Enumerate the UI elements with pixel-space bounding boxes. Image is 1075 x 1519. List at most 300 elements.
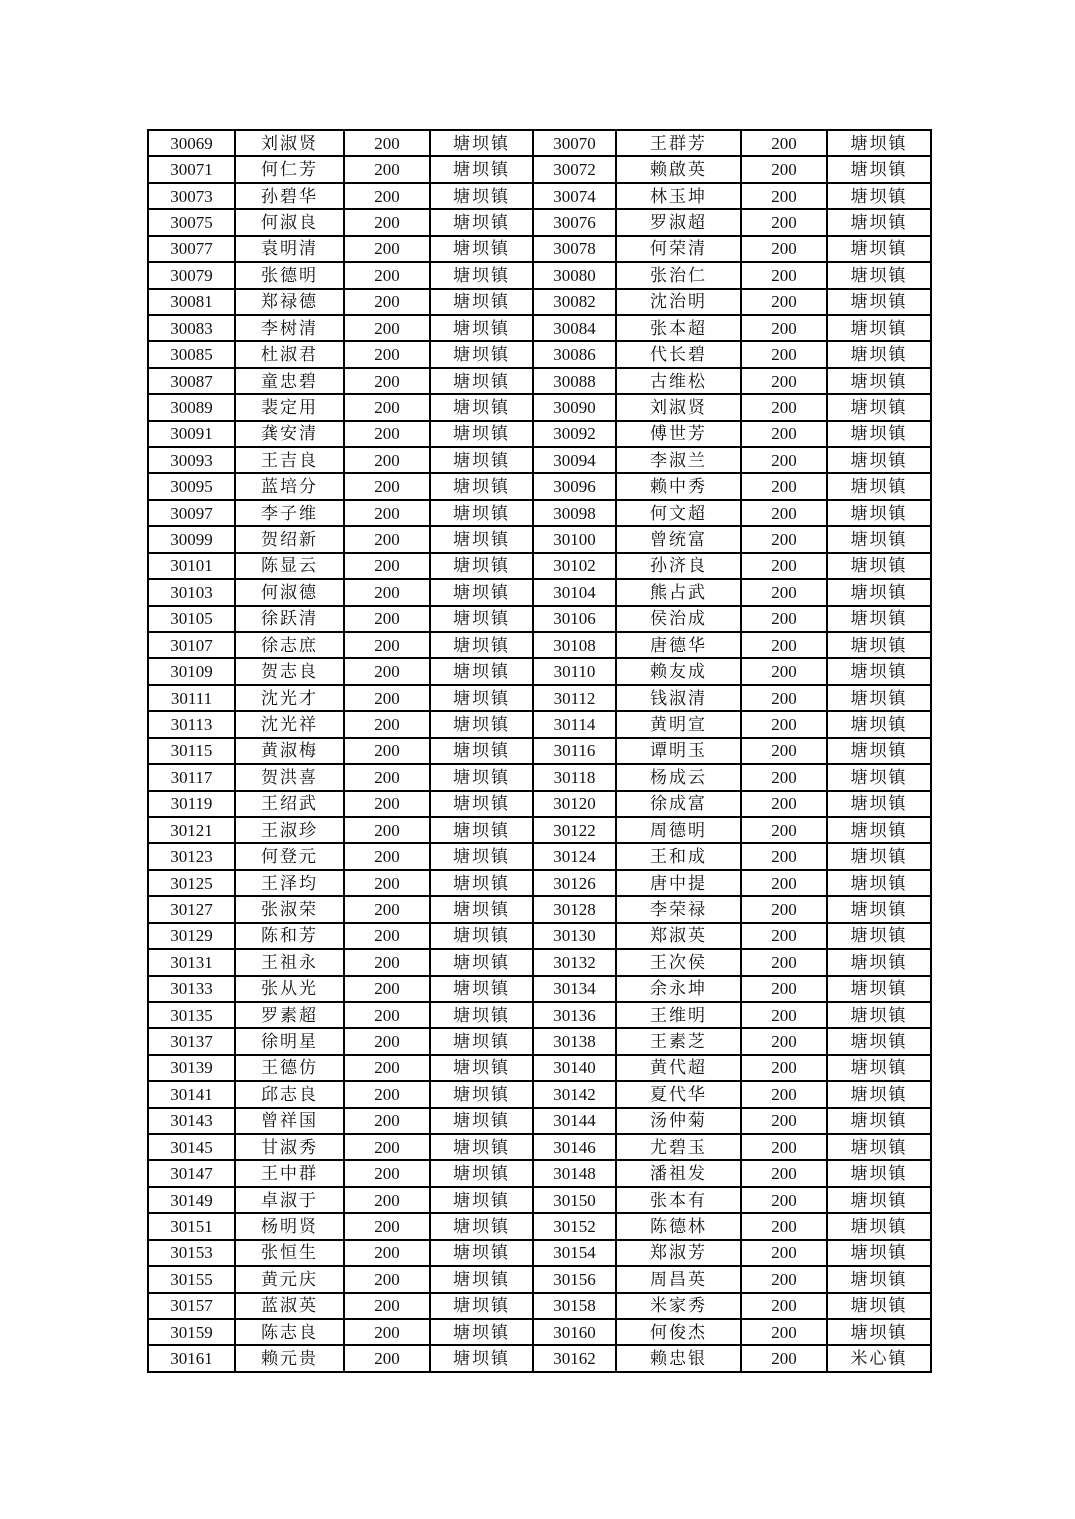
table-row	[148, 764, 931, 790]
member-name-cell: 潘祖发	[616, 1160, 741, 1186]
member-name-cell: 米家秀	[616, 1293, 741, 1319]
town-cell: 塘坝镇	[430, 817, 533, 843]
table-row	[148, 1002, 931, 1028]
town-cell: 塘坝镇	[827, 1319, 931, 1345]
member-name-cell: 何淑良	[235, 209, 344, 235]
member-id-cell: 30095	[148, 473, 235, 499]
amount-cell: 200	[344, 685, 430, 711]
member-name-cell: 郑淑英	[616, 923, 741, 949]
member-name-cell: 裴定用	[235, 394, 344, 420]
town-cell: 塘坝镇	[827, 183, 931, 209]
member-id-cell: 30091	[148, 421, 235, 447]
amount-cell: 200	[344, 579, 430, 605]
town-cell: 塘坝镇	[430, 711, 533, 737]
table-row	[148, 289, 931, 315]
table-row	[148, 923, 931, 949]
amount-cell: 200	[344, 1081, 430, 1107]
town-cell: 塘坝镇	[827, 1028, 931, 1054]
amount-cell: 200	[741, 843, 827, 869]
amount-cell: 200	[344, 1002, 430, 1028]
member-id-cell: 30149	[148, 1187, 235, 1213]
town-cell: 塘坝镇	[827, 685, 931, 711]
town-cell: 塘坝镇	[430, 1028, 533, 1054]
member-id-cell: 30158	[533, 1293, 616, 1319]
amount-cell: 200	[741, 341, 827, 367]
member-name-cell: 唐中提	[616, 870, 741, 896]
member-name-cell: 甘淑秀	[235, 1134, 344, 1160]
town-cell: 塘坝镇	[430, 738, 533, 764]
amount-cell: 200	[344, 1134, 430, 1160]
member-name-cell: 孙碧华	[235, 183, 344, 209]
member-id-cell: 30069	[148, 130, 235, 156]
amount-cell: 200	[741, 764, 827, 790]
town-cell: 塘坝镇	[827, 843, 931, 869]
member-id-cell: 30089	[148, 394, 235, 420]
roster-body	[148, 130, 931, 1372]
member-id-cell: 30135	[148, 1002, 235, 1028]
amount-cell: 200	[741, 579, 827, 605]
amount-cell: 200	[344, 1319, 430, 1345]
table-row	[148, 1160, 931, 1186]
member-name-cell: 夏代华	[616, 1081, 741, 1107]
amount-cell: 200	[741, 209, 827, 235]
amount-cell: 200	[344, 870, 430, 896]
member-id-cell: 30152	[533, 1213, 616, 1239]
member-name-cell: 蓝培分	[235, 473, 344, 499]
member-name-cell: 张恒生	[235, 1240, 344, 1266]
member-name-cell: 曾祥国	[235, 1108, 344, 1134]
member-id-cell: 30146	[533, 1134, 616, 1160]
table-row	[148, 421, 931, 447]
amount-cell: 200	[741, 896, 827, 922]
town-cell: 塘坝镇	[430, 923, 533, 949]
amount-cell: 200	[344, 1293, 430, 1319]
amount-cell: 200	[741, 1240, 827, 1266]
town-cell: 塘坝镇	[827, 606, 931, 632]
table-row	[148, 1081, 931, 1107]
member-name-cell: 贺志良	[235, 658, 344, 684]
amount-cell: 200	[741, 368, 827, 394]
amount-cell: 200	[344, 1187, 430, 1213]
member-name-cell: 王绍武	[235, 791, 344, 817]
town-cell: 塘坝镇	[827, 394, 931, 420]
member-id-cell: 30072	[533, 156, 616, 182]
town-cell: 塘坝镇	[827, 1002, 931, 1028]
amount-cell: 200	[741, 923, 827, 949]
table-row	[148, 711, 931, 737]
member-name-cell: 陈德林	[616, 1213, 741, 1239]
member-id-cell: 30115	[148, 738, 235, 764]
town-cell: 塘坝镇	[827, 632, 931, 658]
amount-cell: 200	[344, 606, 430, 632]
amount-cell: 200	[344, 394, 430, 420]
member-id-cell: 30142	[533, 1081, 616, 1107]
member-id-cell: 30141	[148, 1081, 235, 1107]
town-cell: 塘坝镇	[827, 1134, 931, 1160]
amount-cell: 200	[741, 685, 827, 711]
amount-cell: 200	[741, 526, 827, 552]
amount-cell: 200	[741, 262, 827, 288]
table-row	[148, 209, 931, 235]
member-name-cell: 罗素超	[235, 1002, 344, 1028]
town-cell: 塘坝镇	[827, 526, 931, 552]
member-id-cell: 30148	[533, 1160, 616, 1186]
amount-cell: 200	[741, 1266, 827, 1292]
member-name-cell: 王淑珍	[235, 817, 344, 843]
town-cell: 塘坝镇	[827, 579, 931, 605]
table-row	[148, 394, 931, 420]
amount-cell: 200	[741, 632, 827, 658]
amount-cell: 200	[344, 896, 430, 922]
member-id-cell: 30081	[148, 289, 235, 315]
member-id-cell: 30105	[148, 606, 235, 632]
table-row	[148, 156, 931, 182]
table-row	[148, 473, 931, 499]
member-id-cell: 30079	[148, 262, 235, 288]
amount-cell: 200	[344, 711, 430, 737]
town-cell: 塘坝镇	[430, 289, 533, 315]
member-name-cell: 蓝淑英	[235, 1293, 344, 1319]
town-cell: 塘坝镇	[430, 526, 533, 552]
amount-cell: 200	[741, 315, 827, 341]
member-id-cell: 30121	[148, 817, 235, 843]
member-id-cell: 30076	[533, 209, 616, 235]
town-cell: 塘坝镇	[827, 1160, 931, 1186]
table-row	[148, 1055, 931, 1081]
town-cell: 塘坝镇	[430, 209, 533, 235]
town-cell: 塘坝镇	[827, 553, 931, 579]
town-cell: 塘坝镇	[430, 1187, 533, 1213]
town-cell: 塘坝镇	[430, 447, 533, 473]
member-name-cell: 孙济良	[616, 553, 741, 579]
table-row	[148, 896, 931, 922]
member-id-cell: 30139	[148, 1055, 235, 1081]
table-row	[148, 368, 931, 394]
amount-cell: 200	[741, 606, 827, 632]
table-row	[148, 817, 931, 843]
member-id-cell: 30107	[148, 632, 235, 658]
town-cell: 塘坝镇	[827, 817, 931, 843]
amount-cell: 200	[344, 738, 430, 764]
member-id-cell: 30120	[533, 791, 616, 817]
member-name-cell: 卓淑于	[235, 1187, 344, 1213]
amount-cell: 200	[741, 156, 827, 182]
town-cell: 塘坝镇	[430, 262, 533, 288]
town-cell: 塘坝镇	[430, 896, 533, 922]
town-cell: 塘坝镇	[827, 764, 931, 790]
amount-cell: 200	[741, 817, 827, 843]
town-cell: 塘坝镇	[430, 632, 533, 658]
member-id-cell: 30114	[533, 711, 616, 737]
table-row	[148, 579, 931, 605]
town-cell: 塘坝镇	[827, 447, 931, 473]
town-cell: 塘坝镇	[430, 130, 533, 156]
town-cell: 塘坝镇	[430, 156, 533, 182]
amount-cell: 200	[344, 368, 430, 394]
town-cell: 塘坝镇	[827, 1081, 931, 1107]
member-name-cell: 侯治成	[616, 606, 741, 632]
member-name-cell: 杨明贤	[235, 1213, 344, 1239]
member-id-cell: 30153	[148, 1240, 235, 1266]
member-name-cell: 赖中秀	[616, 473, 741, 499]
table-row	[148, 130, 931, 156]
member-id-cell: 30117	[148, 764, 235, 790]
amount-cell: 200	[741, 1319, 827, 1345]
member-id-cell: 30155	[148, 1266, 235, 1292]
member-id-cell: 30156	[533, 1266, 616, 1292]
town-cell: 塘坝镇	[430, 870, 533, 896]
member-id-cell: 30112	[533, 685, 616, 711]
town-cell: 塘坝镇	[827, 711, 931, 737]
table-row	[148, 447, 931, 473]
amount-cell: 200	[741, 553, 827, 579]
town-cell: 塘坝镇	[827, 738, 931, 764]
amount-cell: 200	[344, 1055, 430, 1081]
member-name-cell: 徐跃清	[235, 606, 344, 632]
amount-cell: 200	[344, 500, 430, 526]
member-id-cell: 30128	[533, 896, 616, 922]
town-cell: 塘坝镇	[430, 579, 533, 605]
table-row	[148, 1293, 931, 1319]
amount-cell: 200	[741, 949, 827, 975]
amount-cell: 200	[741, 791, 827, 817]
town-cell: 塘坝镇	[430, 843, 533, 869]
town-cell: 塘坝镇	[430, 421, 533, 447]
town-cell: 塘坝镇	[827, 368, 931, 394]
amount-cell: 200	[741, 1002, 827, 1028]
amount-cell: 200	[741, 236, 827, 262]
member-id-cell: 30137	[148, 1028, 235, 1054]
table-row	[148, 262, 931, 288]
table-row	[148, 632, 931, 658]
table-row	[148, 500, 931, 526]
member-name-cell: 赖啟英	[616, 156, 741, 182]
town-cell: 塘坝镇	[827, 289, 931, 315]
amount-cell: 200	[741, 1081, 827, 1107]
member-id-cell: 30080	[533, 262, 616, 288]
member-id-cell: 30098	[533, 500, 616, 526]
table-row	[148, 1187, 931, 1213]
table-row	[148, 526, 931, 552]
member-name-cell: 周昌英	[616, 1266, 741, 1292]
member-id-cell: 30071	[148, 156, 235, 182]
member-name-cell: 何俊杰	[616, 1319, 741, 1345]
amount-cell: 200	[344, 1213, 430, 1239]
table-row	[148, 976, 931, 1002]
table-row	[148, 1108, 931, 1134]
member-id-cell: 30118	[533, 764, 616, 790]
member-id-cell: 30099	[148, 526, 235, 552]
town-cell: 塘坝镇	[827, 949, 931, 975]
member-name-cell: 刘淑贤	[616, 394, 741, 420]
table-row	[148, 236, 931, 262]
member-id-cell: 30090	[533, 394, 616, 420]
amount-cell: 200	[741, 1055, 827, 1081]
member-name-cell: 贺洪喜	[235, 764, 344, 790]
amount-cell: 200	[344, 315, 430, 341]
table-row	[148, 1213, 931, 1239]
town-cell: 塘坝镇	[430, 183, 533, 209]
table-row	[148, 1266, 931, 1292]
town-cell: 塘坝镇	[827, 896, 931, 922]
member-id-cell: 30122	[533, 817, 616, 843]
member-name-cell: 钱淑清	[616, 685, 741, 711]
member-name-cell: 赖忠银	[616, 1345, 741, 1372]
town-cell: 塘坝镇	[430, 1055, 533, 1081]
member-id-cell: 30131	[148, 949, 235, 975]
table-row	[148, 738, 931, 764]
town-cell: 塘坝镇	[430, 976, 533, 1002]
town-cell: 塘坝镇	[430, 949, 533, 975]
member-id-cell: 30134	[533, 976, 616, 1002]
member-id-cell: 30161	[148, 1345, 235, 1372]
table-row	[148, 843, 931, 869]
town-cell: 塘坝镇	[827, 130, 931, 156]
member-name-cell: 李淑兰	[616, 447, 741, 473]
member-id-cell: 30075	[148, 209, 235, 235]
member-id-cell: 30119	[148, 791, 235, 817]
amount-cell: 200	[344, 976, 430, 1002]
member-id-cell: 30133	[148, 976, 235, 1002]
amount-cell: 200	[344, 526, 430, 552]
table-row	[148, 1345, 931, 1372]
member-id-cell: 30092	[533, 421, 616, 447]
member-id-cell: 30077	[148, 236, 235, 262]
town-cell: 塘坝镇	[430, 606, 533, 632]
amount-cell: 200	[741, 870, 827, 896]
member-name-cell: 黄明宣	[616, 711, 741, 737]
town-cell: 塘坝镇	[430, 1266, 533, 1292]
member-id-cell: 30150	[533, 1187, 616, 1213]
member-name-cell: 王祖永	[235, 949, 344, 975]
amount-cell: 200	[344, 843, 430, 869]
member-name-cell: 张德明	[235, 262, 344, 288]
member-name-cell: 尤碧玉	[616, 1134, 741, 1160]
member-name-cell: 黄元庆	[235, 1266, 344, 1292]
member-name-cell: 徐明星	[235, 1028, 344, 1054]
amount-cell: 200	[741, 1028, 827, 1054]
member-name-cell: 赖元贵	[235, 1345, 344, 1372]
amount-cell: 200	[741, 658, 827, 684]
member-name-cell: 何登元	[235, 843, 344, 869]
town-cell: 塘坝镇	[827, 791, 931, 817]
member-name-cell: 黄代超	[616, 1055, 741, 1081]
member-name-cell: 陈志良	[235, 1319, 344, 1345]
member-id-cell: 30104	[533, 579, 616, 605]
amount-cell: 200	[344, 473, 430, 499]
member-id-cell: 30162	[533, 1345, 616, 1372]
table-row	[148, 949, 931, 975]
member-id-cell: 30111	[148, 685, 235, 711]
member-name-cell: 刘淑贤	[235, 130, 344, 156]
amount-cell: 200	[741, 711, 827, 737]
table-row	[148, 1319, 931, 1345]
amount-cell: 200	[741, 447, 827, 473]
member-id-cell: 30124	[533, 843, 616, 869]
amount-cell: 200	[741, 1187, 827, 1213]
town-cell: 塘坝镇	[430, 791, 533, 817]
member-id-cell: 30160	[533, 1319, 616, 1345]
amount-cell: 200	[741, 1345, 827, 1372]
amount-cell: 200	[741, 738, 827, 764]
member-name-cell: 熊占武	[616, 579, 741, 605]
town-cell: 塘坝镇	[430, 1345, 533, 1372]
member-name-cell: 郑淑芳	[616, 1240, 741, 1266]
member-name-cell: 张本超	[616, 315, 741, 341]
amount-cell: 200	[344, 236, 430, 262]
amount-cell: 200	[741, 473, 827, 499]
member-id-cell: 30094	[533, 447, 616, 473]
table-row	[148, 553, 931, 579]
member-name-cell: 杨成云	[616, 764, 741, 790]
amount-cell: 200	[344, 791, 430, 817]
member-id-cell: 30103	[148, 579, 235, 605]
amount-cell: 200	[741, 500, 827, 526]
member-id-cell: 30085	[148, 341, 235, 367]
member-name-cell: 何荣清	[616, 236, 741, 262]
amount-cell: 200	[344, 1108, 430, 1134]
town-cell: 塘坝镇	[430, 1213, 533, 1239]
town-cell: 塘坝镇	[827, 1266, 931, 1292]
town-cell: 塘坝镇	[827, 1108, 931, 1134]
member-name-cell: 张治仁	[616, 262, 741, 288]
town-cell: 塘坝镇	[430, 1081, 533, 1107]
town-cell: 塘坝镇	[827, 658, 931, 684]
member-name-cell: 谭明玉	[616, 738, 741, 764]
member-name-cell: 古维松	[616, 368, 741, 394]
member-id-cell: 30145	[148, 1134, 235, 1160]
member-name-cell: 罗淑超	[616, 209, 741, 235]
town-cell: 塘坝镇	[430, 685, 533, 711]
table-row	[148, 315, 931, 341]
amount-cell: 200	[344, 817, 430, 843]
member-id-cell: 30109	[148, 658, 235, 684]
member-name-cell: 沈光祥	[235, 711, 344, 737]
member-name-cell: 袁明清	[235, 236, 344, 262]
member-name-cell: 徐成富	[616, 791, 741, 817]
town-cell: 塘坝镇	[430, 236, 533, 262]
member-name-cell: 李子维	[235, 500, 344, 526]
amount-cell: 200	[344, 447, 430, 473]
town-cell: 塘坝镇	[430, 1134, 533, 1160]
member-name-cell: 张淑荣	[235, 896, 344, 922]
member-name-cell: 王次侯	[616, 949, 741, 975]
member-id-cell: 30084	[533, 315, 616, 341]
member-name-cell: 余永坤	[616, 976, 741, 1002]
amount-cell: 200	[344, 262, 430, 288]
member-name-cell: 王群芳	[616, 130, 741, 156]
town-cell: 塘坝镇	[430, 764, 533, 790]
member-id-cell: 30102	[533, 553, 616, 579]
member-name-cell: 何淑德	[235, 579, 344, 605]
member-name-cell: 汤仲菊	[616, 1108, 741, 1134]
amount-cell: 200	[344, 1345, 430, 1372]
member-name-cell: 赖友成	[616, 658, 741, 684]
amount-cell: 200	[344, 1028, 430, 1054]
town-cell: 塘坝镇	[827, 262, 931, 288]
member-name-cell: 陈和芳	[235, 923, 344, 949]
member-id-cell: 30073	[148, 183, 235, 209]
member-name-cell: 李树清	[235, 315, 344, 341]
member-name-cell: 林玉坤	[616, 183, 741, 209]
amount-cell: 200	[344, 421, 430, 447]
amount-cell: 200	[344, 156, 430, 182]
member-id-cell: 30100	[533, 526, 616, 552]
member-name-cell: 曾统富	[616, 526, 741, 552]
member-id-cell: 30154	[533, 1240, 616, 1266]
town-cell: 塘坝镇	[827, 236, 931, 262]
amount-cell: 200	[344, 553, 430, 579]
